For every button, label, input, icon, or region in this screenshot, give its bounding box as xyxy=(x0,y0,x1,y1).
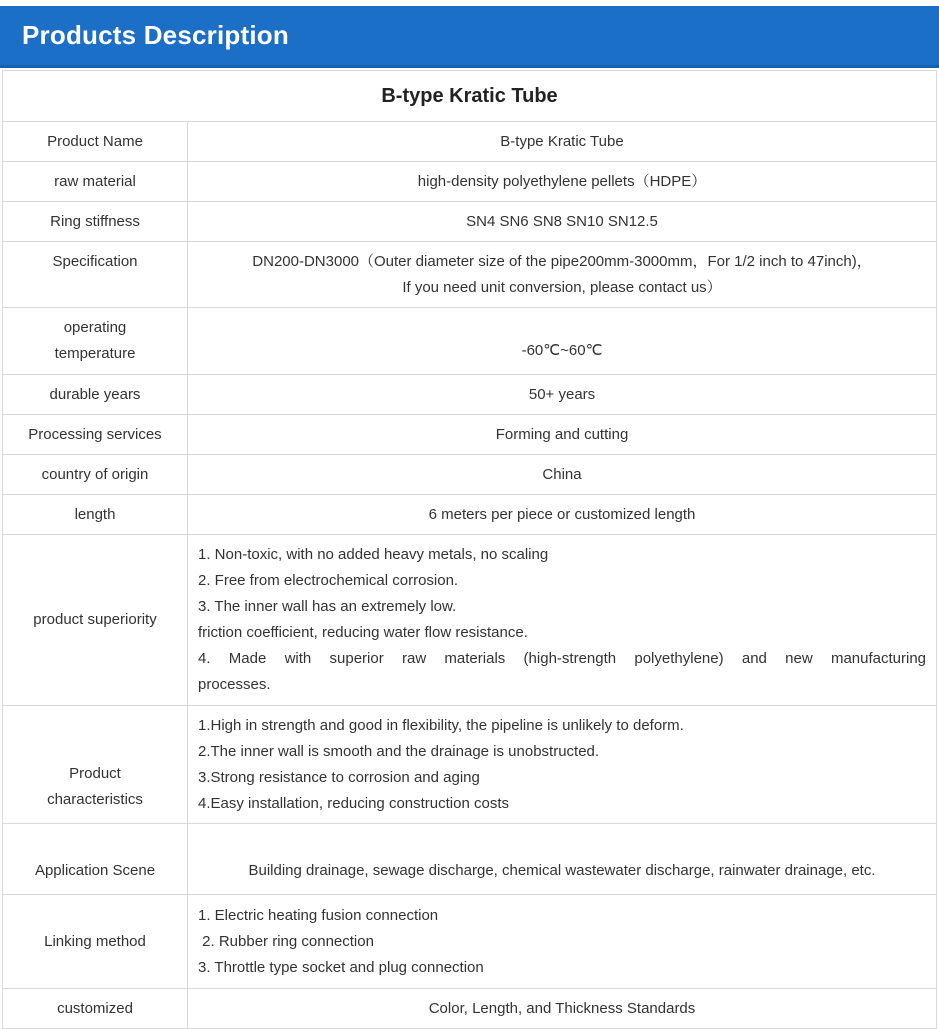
linking-line: 2. Rubber ring connection xyxy=(198,932,374,950)
linking-line: 1. Electric heating fusion connection xyxy=(198,906,439,924)
table-row xyxy=(3,242,937,308)
table-row xyxy=(3,375,937,415)
row-value-product-characteristics xyxy=(188,706,937,824)
table-row xyxy=(3,989,937,1029)
row-value-product-superiority xyxy=(188,535,937,706)
label-line: characteristics xyxy=(47,791,143,808)
label-line: Product xyxy=(69,765,121,782)
superiority-line: 3. The inner wall has an extremely low. xyxy=(198,598,457,615)
table-row xyxy=(3,535,937,706)
row-value-linking-method xyxy=(188,895,937,989)
row-label-raw-material: raw material xyxy=(3,162,188,202)
row-value-processing-services: Forming and cutting xyxy=(188,415,937,455)
table-row xyxy=(3,706,937,824)
row-label-durable-years: durable years xyxy=(3,375,188,415)
row-label-length: length xyxy=(3,495,188,535)
row-label-customized: customized xyxy=(3,989,188,1029)
table-title-row xyxy=(3,71,937,122)
characteristic-line: 2.The inner wall is smooth and the drainage is unobstructed. xyxy=(198,742,600,760)
row-label-operating-temperature xyxy=(3,308,188,375)
section-header xyxy=(0,6,939,68)
row-value-length: 6 meters per piece or customized length xyxy=(188,495,937,535)
row-value-specification xyxy=(188,242,937,308)
row-value-application-scene: Building drainage, sewage discharge, chemical wastewater discharge, rainwater drainage, etc. xyxy=(188,824,937,895)
table-row xyxy=(3,202,937,242)
superiority-line: friction coefficient, reducing water flow resistance. xyxy=(198,624,528,641)
table-row xyxy=(3,415,937,455)
superiority-line: 2. Free from electrochemical corrosion. xyxy=(198,572,459,589)
row-label-processing-services: Processing services xyxy=(3,415,188,455)
table-row xyxy=(3,308,937,375)
specification-line: DN200-DN3000（Outer diameter size of the pipe200mm-3000mm，For 1/2 inch to 47inch)， xyxy=(252,252,872,270)
row-value-durable-years: 50+ years xyxy=(188,375,937,415)
table-row xyxy=(3,122,937,162)
row-value-raw-material: high-density polyethylene pellets（HDPE） xyxy=(188,162,937,202)
specification-line: If you need unit conversion, please contact us） xyxy=(402,278,722,296)
characteristic-line: 1.High in strength and good in flexibility, the pipeline is unlikely to deform. xyxy=(198,716,684,734)
row-label-specification: Specification xyxy=(3,242,188,308)
table-row xyxy=(3,824,937,895)
table-row xyxy=(3,895,937,989)
row-value-country-of-origin: China xyxy=(188,455,937,495)
table-row xyxy=(3,455,937,495)
linking-line: 3. Throttle type socket and plug connection xyxy=(198,958,484,976)
characteristic-line: 4.Easy installation, reducing construction costs xyxy=(198,794,509,812)
row-value-ring-stiffness: SN4 SN6 SN8 SN10 SN12.5 xyxy=(188,202,937,242)
superiority-line: 4. Made with superior raw materials (high-strength polyethylene) and new manufacturing xyxy=(198,650,927,667)
row-label-product-characteristics xyxy=(3,706,188,824)
label-line: temperature xyxy=(54,345,136,362)
row-value-customized: Color, Length, and Thickness Standards xyxy=(188,989,937,1029)
spec-table xyxy=(2,70,937,1029)
section-title: Products Description xyxy=(22,20,289,50)
table-title: B-type Kratic Tube xyxy=(3,71,937,122)
superiority-line: 1. Non-toxic, with no added heavy metals, no scaling xyxy=(198,546,549,563)
row-label-product-name: Product Name xyxy=(3,122,188,162)
table-row xyxy=(3,495,937,535)
row-label-ring-stiffness: Ring stiffness xyxy=(3,202,188,242)
characteristic-line: 3.Strong resistance to corrosion and aging xyxy=(198,768,480,786)
row-label-application-scene: Application Scene xyxy=(3,824,188,895)
row-label-country-of-origin: country of origin xyxy=(3,455,188,495)
row-value-product-name: B-type Kratic Tube xyxy=(188,122,937,162)
row-value-operating-temperature: -60℃~60℃ xyxy=(188,308,937,375)
row-label-product-superiority: product superiority xyxy=(3,535,188,706)
row-label-linking-method: Linking method xyxy=(3,895,188,989)
label-line: operating xyxy=(63,319,127,336)
superiority-line: processes. xyxy=(198,676,271,693)
table-row xyxy=(3,162,937,202)
